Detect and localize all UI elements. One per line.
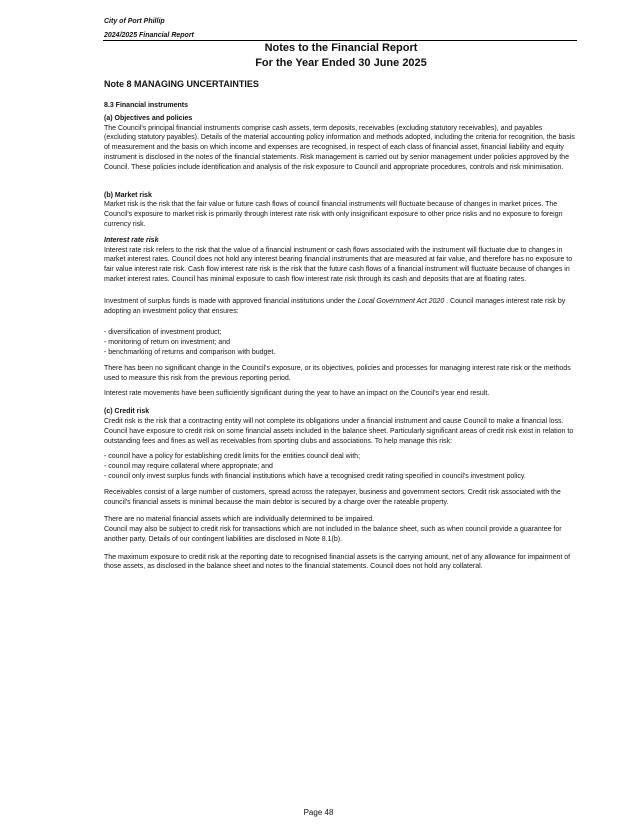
credit-risk-measures-list [104, 452, 576, 481]
objectives-heading: (a) Objectives and policies [104, 114, 193, 122]
credit-risk-paragraph: Credit risk is the risk that a contracting entity will not complete its obligations under a financial instrument and cause Council to make a financial loss. Council have exposure to credit risk on some financial assets included in the balance sheet. Particularly significant areas of credit risk exist in relation to outstanding fees and fines as well as receivables from sporting clubs and associations. To help manage this risk: [104, 417, 574, 445]
section-heading: 8.3 Financial instruments [104, 102, 189, 109]
credit-risk-heading: (c) Credit risk [104, 408, 150, 416]
interest-rate-risk-heading: Interest rate risk [104, 236, 159, 244]
list-item: - diversification of investment product; [104, 329, 222, 337]
note-body [104, 101, 576, 572]
page-subtitle: For the Year Ended 30 June 2025 [255, 57, 427, 69]
investment-policy-list [104, 328, 576, 357]
investment-act-name: Local Government Act 2020 [357, 297, 445, 305]
list-item: - council may require collateral where appropriate; and [104, 463, 273, 471]
impaired-assets-paragraph: There are no material financial assets which are individually determined to be impaired. [104, 516, 375, 524]
off-balance-sheet-paragraph: Council may also be subject to credit risk for transactions which are not included in the balance sheet, such as when council provide a guarantee for another party. Details of our contingent liabilities are disclosed in Note 8.1(b). [104, 526, 562, 543]
receivables-paragraph: Receivables consist of a large number of customers, spread across the ratepayer, business and government sectors. Credit risk associated with the council's financial assets is minimal because the main debtor is secured by a charge over the rateable property. [104, 488, 561, 506]
investment-text-pre: Investment of surplus funds is made with approved financial institutions under the [104, 297, 358, 305]
market-risk-heading: (b) Market risk [104, 191, 152, 199]
header-divider [103, 40, 577, 41]
list-item: - benchmarking of returns and comparison with budget. [104, 348, 276, 356]
maximum-exposure-paragraph: The maximum exposure to credit risk at the reporting date to recognised financial assets is the carrying amount, net of any allowance for impairment of those assets, as disclosed in the balance sheet and notes to the financial statements. Council does not hold any collateral. [104, 553, 571, 571]
page-title: Notes to the Financial Report [264, 42, 418, 54]
no-change-paragraph: There has been no significant change in the Council's exposure, or its objectives, policies and processes for managing interest rate risk or the methods used to measure this risk from the previous reporting period. [104, 364, 571, 382]
objectives-paragraph: The Council's principal financial instruments comprise cash assets, term deposits, receivables (excluding statutory receivables), and payables (excluding statutory payables). Details of the material accounting policy information and methods adopted, including the criteria for recognition, the basis of measurement and the basis on which income and expenses are recognised, in respect of each class of financial asset, financial liability and equity instrument is disclosed in the notes of the financial statements. Risk management is carried out by senior management under policies approved by the Council. These policies include identification and analysis of the risk exposure to Council and appropriate procedures, controls and risk minimisation. [104, 124, 575, 171]
rate-movements-paragraph: Interest rate movements have been sufficiently significant during the year to have an impact on the Council's year end result. [104, 390, 490, 398]
market-risk-paragraph: Market risk is the risk that the fair value or future cash flows of council financial instruments will fluctuate because of changes in market prices. The Council's exposure to market risk is primarily through interest rate risk with only insignificant exposure to other price risks and no exposure to foreign currency risk. [104, 201, 563, 228]
list-item: - council have a policy for establishing credit limits for the entities council deal with; [104, 453, 361, 461]
list-item: - monitoring of return on investment; and [104, 339, 231, 347]
header-organisation: City of Port Phillip [104, 18, 165, 25]
list-item: - council only invest surplus funds with financial institutions which have a recognised credit rating specified in council's investment policy. [104, 472, 526, 480]
interest-rate-risk-paragraph: Interest rate risk refers to the risk that the value of a financial instrument or cash flows associated with the instrument will fluctuate due to changes in market interest rates. Council does not hold any interest bearing financial instruments that are measured at fair value, and therefore has no exposure to fair value interest rate risk. Cash flow interest rate risk is the risk that the future cash flows of a financial instrument will fluctuate because of changes in market interest rates. Council has minimal exposure to cash flow interest rate risk through its cash and deposits that are at floating rates. [104, 246, 573, 283]
note-title: Note 8 MANAGING UNCERTAINTIES [104, 79, 259, 89]
page-number: Page 48 [303, 808, 334, 817]
investment-text-post: . Council manages interest rate risk by adopting an investment policy that ensures: [104, 297, 566, 315]
header-report-name: 2024/2025 Financial Report [104, 32, 194, 39]
investment-paragraph [104, 297, 576, 317]
